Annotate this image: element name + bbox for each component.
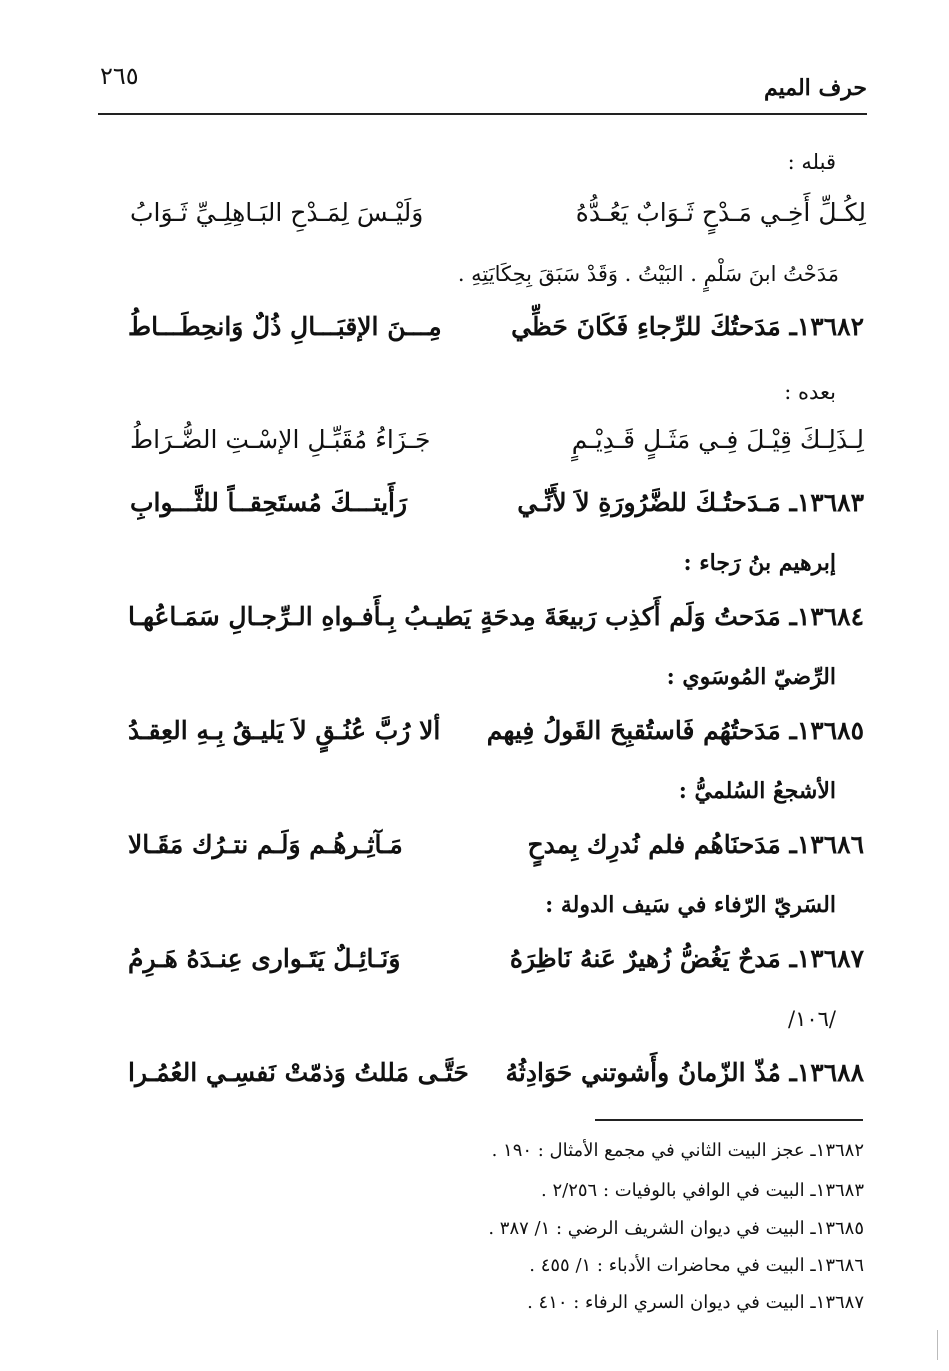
verse-13686-left: مَـآثِـرهُـم وَلَـم نتـرُك مَقَـالا [128,830,403,859]
verse-13682-left: مِـــنَ الإقبَـــالِ ذُلٌ وَانحِطَـــاطُ [128,312,442,341]
header-rule [98,113,867,115]
footnote: ١٣٦٨٣ـ البيت في الوافي بالوفيات : ٢/٢٥٦ . [541,1180,864,1201]
prose-line: مَدَحْتُ ابنَ سَلْمٍ . البَيْتُ . وَقَدْ سَبَقَ بِحِكَايَتِهِ . [457,262,839,286]
line-after-label: بعده : [784,380,836,404]
poet-name: الأشجعُ السُلميُّ : [678,778,836,804]
verse-13684-right: ١٣٦٨٤ـ مَدَحتُ وَلَم أَكذِب رَبيعَةَ مِدحَةٍ [480,602,864,631]
footnote: ١٣٦٨٦ـ البيت في محاضرات الأدباء : ١/ ٤٥٥ . [529,1255,864,1276]
footnote: ١٣٦٨٧ـ البيت في ديوان السري الرفاء : ٤١٠ . [527,1292,864,1313]
verse-13688-right: ١٣٦٨٨ـ مُذّ الزّمانُ وأَشوتني حَوَادِثُهُ [505,1058,864,1087]
footnote-rule [595,1119,863,1121]
verse-13687-right: ١٣٦٨٧ـ مَدحٌ يَغُضُّ زُهيرٌ عَنهُ نَاظِرَهُ [509,944,864,973]
verse-right: لِـذَلِـكَ قِيْـلَ فِـي مَثَـلٍ قَـدِيْـمٍ [571,425,864,454]
verse-13685-right: ١٣٦٨٥ـ مَدَحتُهُم فَاستُقبِحَ القَولُ فِيهم [486,716,864,745]
scan-edge [937,1330,938,1360]
poet-name: إبرهيم بنُ رَجاء : [683,550,836,576]
line-before-label: قبله : [787,150,836,174]
verse-13686-right: ١٣٦٨٦ـ مَدَحنَاهُم فلم نُدرِك بِمدحٍ [527,830,864,859]
running-title: حرف الميم [763,75,867,101]
verse-13683-right: ١٣٦٨٣ـ مَـدَحتُـكَ للضَّرُورَةِ لاَ لأَنِّـي [517,488,864,517]
poet-name: السَريّ الرّفاء في سَيف الدولة : [545,892,836,918]
verse-13684-left: يَطيـبُ بِـأَفـواهِ الـرِّجـالِ سَمَـاعُهـا [128,602,472,631]
manuscript-folio: /١٠٦/ [788,1007,836,1031]
page-number: ٢٦٥ [100,62,139,90]
verse-right: لِكُـلِّ أَخِـي مَـدْحٍ ثَـوَابٌ يَعُـدُّهُ [575,198,866,227]
verse-13688-left: حَتَّـى مَللتُ وَذمّتْ نَفسِـي العُمُـرا [128,1058,469,1087]
verse-left: وَلَيْـسَ لِمَـدْحِ البَـاهِلِـيِّ ثَـوَابُ [130,198,424,227]
verse-13682-right: ١٣٦٨٢ـ مَدَحتُكَ للرِّجاءِ فَكَانَ حَظِّي [511,312,864,341]
verse-13687-left: وَنَـائِـلٌ يَتَـوارى عِنـدَهُ هَـرِمُ [128,944,401,973]
verse-13685-left: ألا رُبَّ عُنُـقٍ لاَ يَليـقُ بِـهِ العِقـدُ [128,716,441,745]
footnote: ١٣٦٨٥ـ البيت في ديوان الشريف الرضي : ١/ ٣٨٧ . [488,1218,864,1239]
poet-name: الرِّضيّ المُوسَوي : [666,664,836,690]
verse-13683-left: رَأَيتـــكَ مُستَحِقــاً للثَّـــوابِ [130,488,408,517]
footnote: ١٣٦٨٢ـ عجز البيت الثاني في مجمع الأمثال : ١٩٠ . [491,1140,864,1161]
verse-left: جَـزَاءُ مُقَبِّـلِ الإسْـتِ الضُّـرَاطُ [130,425,431,454]
